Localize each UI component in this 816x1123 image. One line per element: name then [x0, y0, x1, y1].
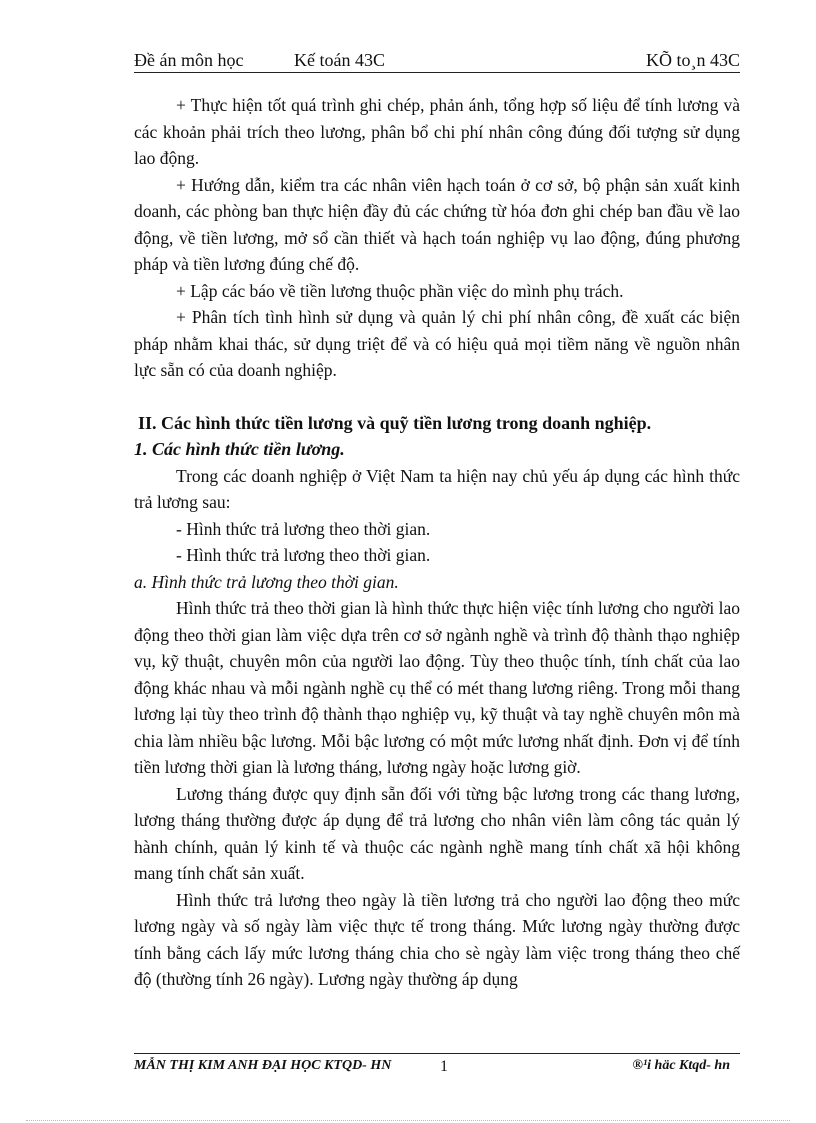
paragraph-time-wage: Hình thức trả theo thời gian là hình thức thực hiện việc tính lương cho người lao động theo thời gian làm việc dựa trên cơ sở ngành nghề và trình độ thành thạo nghiệp vụ, kỹ thuật, chuyên môn của người lao động. Tùy theo thuộc tính, tính chất của lao động khác nhau và mỗi ngành nghề cụ thể có mét thang lương riêng. Trong mỗi thang lương lại tùy theo trình độ thành thạo nghiệp vụ, kỹ thuật và tay nghề chuyên môn mà chia làm nhiều bậc lương. Mỗi bậc lương có một mức lương nhất định. Đơn vị để tính tiền lương thời gian là lương tháng, lương ngày hoặc lương giờ.: [134, 598, 740, 777]
page-edge-divider: [26, 1120, 790, 1122]
footer-university: ®¹i häc Ktqd- hn: [632, 1058, 730, 1073]
page-number: 1: [440, 1058, 448, 1075]
page-footer: [134, 1053, 740, 1078]
paragraph-task-1: + Thực hiện tốt quá trình ghi chép, phản ánh, tổng hợp số liệu để tính lương và các khoản phải trích theo lương, phân bổ chi phí nhân công đúng đối tượng sử dụng lao động.: [134, 95, 740, 168]
paragraph-task-3: + Lập các báo về tiền lương thuộc phần việc do mình phụ trách.: [176, 280, 624, 301]
paragraph-task-4: + Phân tích tình hình sử dụng và quản lý chi phí nhân công, đề xuất các biện pháp nhằm khai thác, sử dụng triệt để và có hiệu quả mọi tiềm năng về nguồn nhân lực sẵn có của doanh nghiệp.: [134, 307, 740, 380]
paragraph-intro: Trong các doanh nghiệp ở Việt Nam ta hiện nay chủ yếu áp dụng các hình thức trả lương sau:: [134, 465, 740, 512]
document-body: [134, 92, 740, 993]
header-course: Đề án môn học: [134, 50, 244, 70]
paragraph-daily-wage: Hình thức trả lương theo ngày là tiền lương trả cho người lao động theo mức lương ngày và số ngày làm việc thực tế trong tháng. Mức lương ngày thường được tính bằng cách lấy mức lương tháng chia cho sè ngày làm việc trong tháng theo chế độ (thường tính 26 ngày). Lương ngày thường áp dụng: [134, 889, 740, 989]
spacer: [134, 384, 740, 410]
footer-author: MẪN THỊ KIM ANH ĐẠI HỌC KTQD- HN: [134, 1058, 392, 1073]
paragraph-task-2: + Hướng dẫn, kiểm tra các nhân viên hạch toán ở cơ sở, bộ phận sản xuất kinh doanh, các phòng ban thực hiện đầy đủ các chứng từ hóa đơn ghi chép ban đầu về lao động, về tiền lương, mở sổ cần thiết và hạch toán nghiệp vụ lao động, đúng phương pháp và tiền lương đúng chế độ.: [134, 174, 740, 274]
header-class: Kế toán 43C: [294, 50, 385, 70]
bullet-item-2: - Hình thức trả lương theo thời gian.: [176, 545, 431, 565]
subsubsection-heading: a. Hình thức trả lương theo thời gian.: [134, 571, 399, 592]
section-heading: II. Các hình thức tiền lương và quỹ tiền lương trong doanh nghiệp.: [138, 412, 652, 433]
header-class-garbled: KÕ to¸n 43C: [646, 50, 740, 70]
paragraph-monthly-wage: Lương tháng được quy định sẵn đối với từng bậc lương trong các thang lương, lương tháng thường được áp dụng để trả lương cho nhân viên làm công tác quản lý hành chính, quản lý kinh tế và thuộc các ngành nghề mang tính chất xã hội không mang tính chất sản xuất.: [134, 783, 740, 883]
bullet-item-1: - Hình thức trả lương theo thời gian.: [176, 518, 431, 539]
subsection-heading: 1. Các hình thức tiền lương.: [134, 439, 345, 459]
page-header: [134, 46, 740, 73]
